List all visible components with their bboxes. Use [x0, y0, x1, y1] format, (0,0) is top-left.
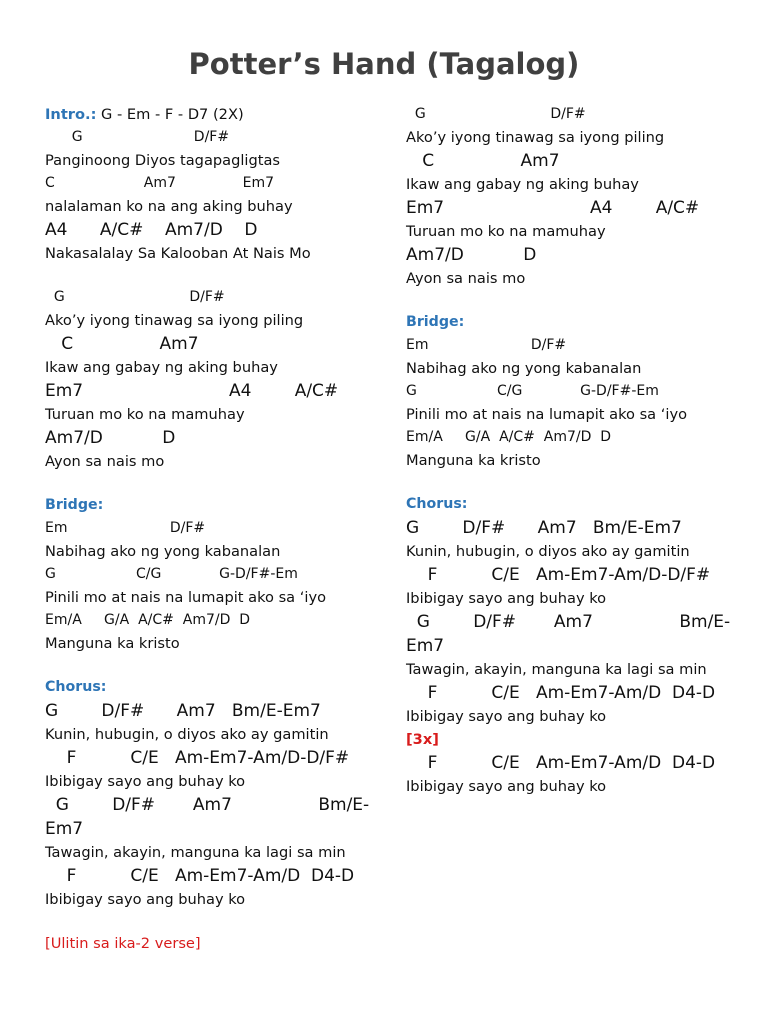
chord-line: G D/F# Am7 Bm/E-Em7: [45, 701, 321, 721]
section-heading-bridge: Bridge:: [45, 497, 104, 513]
chord-line: F C/E Am-Em7-Am/D-D/F#: [406, 565, 711, 585]
lyric-line: Ibibigay sayo ang buhay ko: [45, 773, 246, 790]
blank-line: [406, 290, 724, 311]
lyric-line: Pinili mo at nais na lumapit ako sa ‘iyo: [406, 406, 688, 423]
lyric-line: Panginoong Diyos tagapagligtas: [45, 152, 280, 169]
chord-line: G D/F# Am7 Bm/E-Em7: [406, 518, 682, 538]
chord-line: G D/F#: [45, 289, 225, 305]
chord-line: Am7/D D: [45, 428, 176, 448]
repeat-marker: [3x]: [406, 731, 439, 748]
chord-line: F C/E Am-Em7-Am/D-D/F#: [45, 748, 350, 768]
lyric-line: Ayon sa nais mo: [406, 270, 526, 287]
lyric-line: Manguna ka kristo: [45, 635, 180, 652]
chord-line: G D/F# Am7 Bm/E-: [45, 795, 370, 815]
chord-line: F C/E Am-Em7-Am/D D4-D: [406, 683, 716, 703]
section-heading-bridge: Bridge:: [406, 314, 465, 330]
chord-line: G D/F#: [406, 106, 586, 122]
right-column: [406, 103, 731, 798]
chord-line: Em7 A4 A/C#: [406, 198, 700, 218]
chord-line: Em D/F#: [406, 337, 567, 353]
lyric-line: Nakasalalay Sa Kalooban At Nais Mo: [45, 245, 311, 262]
chord-line: Em D/F#: [45, 520, 206, 536]
chord-line: G C/G G-D/F#-Em: [45, 566, 298, 582]
intro-chords: G - Em - F - D7 (2X): [96, 106, 244, 123]
blank-line: [45, 911, 363, 932]
lyric-line: Ibibigay sayo ang buhay ko: [406, 708, 607, 725]
lyric-line: Nabihag ako ng yong kabanalan: [45, 543, 281, 560]
lyric-line: nalalaman ko na ang aking buhay: [45, 198, 293, 215]
lyric-line: Ibibigay sayo ang buhay ko: [45, 891, 246, 908]
lyric-line: Nabihag ako ng yong kabanalan: [406, 360, 642, 377]
lyric-line: Kunin, hubugin, o diyos ako ay gamitin: [406, 543, 690, 560]
chord-line: C Am7: [45, 334, 199, 354]
lyric-line: Kunin, hubugin, o diyos ako ay gamitin: [45, 726, 329, 743]
chord-line: Em/A G/A A/C# Am7/D D: [45, 612, 251, 628]
blank-line: [45, 265, 363, 286]
chord-line: Em7 A4 A/C#: [45, 381, 339, 401]
chord-line: C Am7 Em7: [45, 175, 275, 191]
chord-line: F C/E Am-Em7-Am/D D4-D: [406, 753, 716, 773]
lyric-line: Ayon sa nais mo: [45, 453, 165, 470]
lyric-line: Ibibigay sayo ang buhay ko: [406, 778, 607, 795]
lyric-line: Ikaw ang gabay ng aking buhay: [45, 359, 278, 376]
blank-line: [45, 655, 363, 676]
blank-line: [45, 473, 363, 494]
chord-line: Em7: [45, 819, 84, 839]
lyric-line: Ako’y iyong tinawag sa iyong piling: [45, 312, 304, 329]
chord-line: A4 A/C# Am7/D D: [45, 220, 258, 240]
chord-line: G D/F#: [45, 129, 230, 145]
repeat-note: [Ulitin sa ika-2 verse]: [45, 935, 201, 952]
chord-line: C Am7: [406, 151, 560, 171]
chord-line: Am7/D D: [406, 245, 537, 265]
lyric-line: Ibibigay sayo ang buhay ko: [406, 590, 607, 607]
chord-line: G D/F# Am7 Bm/E-: [406, 612, 731, 632]
chord-line: Em7: [406, 636, 445, 656]
chord-line: F C/E Am-Em7-Am/D D4-D: [45, 866, 355, 886]
chord-line: G C/G G-D/F#-Em: [406, 383, 659, 399]
lyric-line: Turuan mo ko na mamuhay: [45, 406, 245, 423]
blank-line: [406, 472, 724, 493]
lyric-line: Tawagin, akayin, manguna ka lagi sa min: [45, 844, 346, 861]
section-heading-chorus: Chorus:: [45, 679, 107, 695]
lyric-line: Ikaw ang gabay ng aking buhay: [406, 176, 639, 193]
lyric-line: Manguna ka kristo: [406, 452, 541, 469]
lyric-line: Ako’y iyong tinawag sa iyong piling: [406, 129, 665, 146]
lyric-line: Pinili mo at nais na lumapit ako sa ‘iyo: [45, 589, 327, 606]
section-heading-chorus: Chorus:: [406, 496, 468, 512]
lyric-line: Turuan mo ko na mamuhay: [406, 223, 606, 240]
song-title: Potter’s Hand (Tagalog): [188, 47, 580, 81]
lyric-line: Tawagin, akayin, manguna ka lagi sa min: [406, 661, 707, 678]
left-column: [45, 103, 370, 955]
intro-label: Intro.:: [45, 106, 97, 123]
chord-line: Em/A G/A A/C# Am7/D D: [406, 429, 612, 445]
intro-line: [45, 103, 363, 126]
